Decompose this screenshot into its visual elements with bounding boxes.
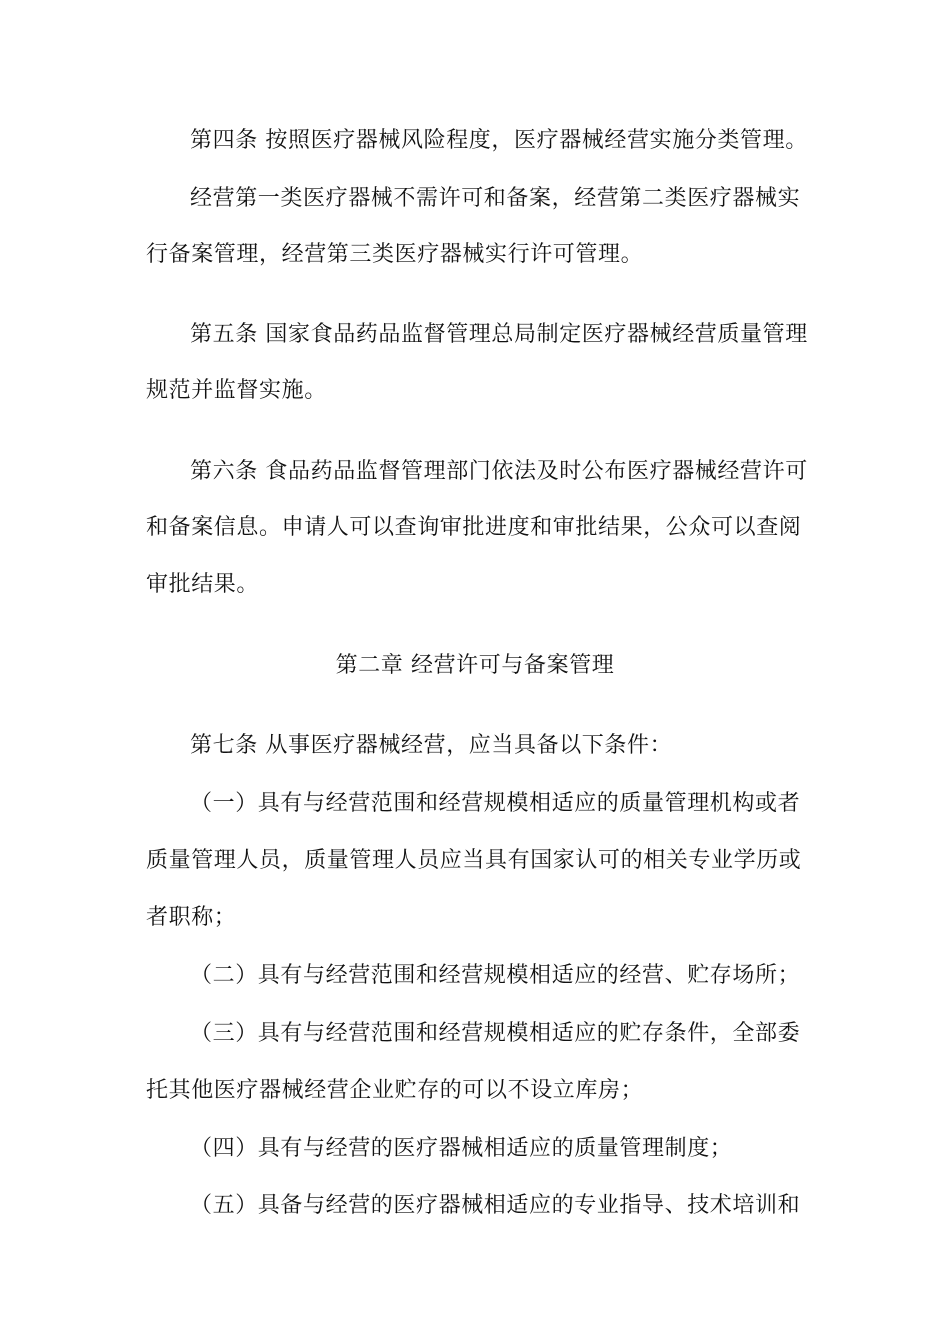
article-4-line-3: 行备案管理，经营第三类医疗器械实行许可管理。	[146, 242, 644, 267]
article-7-item-3-line-2: 托其他医疗器械经营企业贮存的可以不设立库房；	[146, 1078, 644, 1103]
article-5-line-1: 第五条 国家食品药品监督管理总局制定医疗器械经营质量管理	[190, 322, 808, 347]
article-4-line-2: 经营第一类医疗器械不需许可和备案，经营第二类医疗器械实	[190, 186, 801, 211]
article-5-line-2: 规范并监督实施。	[146, 378, 327, 403]
article-4-line-1: 第四条 按照医疗器械风险程度，医疗器械经营实施分类管理。	[190, 128, 808, 153]
article-6-line-1: 第六条 食品药品监督管理部门依法及时公布医疗器械经营许可	[190, 459, 808, 484]
article-7-item-1-line-3: 者职称；	[146, 905, 237, 930]
article-7-item-2: （二）具有与经营范围和经营规模相适应的经营、贮存场所；	[190, 963, 801, 988]
article-7-item-3-line-1: （三）具有与经营范围和经营规模相适应的贮存条件，全部委	[190, 1021, 801, 1046]
article-6-line-3: 审批结果。	[146, 572, 260, 597]
article-7-item-1-line-1: （一）具有与经营范围和经营规模相适应的质量管理机构或者	[190, 791, 801, 816]
article-7-line-1: 第七条 从事医疗器械经营，应当具备以下条件：	[190, 733, 673, 758]
article-6-line-2: 和备案信息。申请人可以查询审批进度和审批结果，公众可以查阅	[146, 515, 802, 540]
article-7-item-5-line-1: （五）具备与经营的医疗器械相适应的专业指导、技术培训和	[190, 1193, 801, 1218]
chapter-heading: 第二章 经营许可与备案管理	[335, 653, 615, 678]
article-7-item-1-line-2: 质量管理人员，质量管理人员应当具有国家认可的相关专业学历或	[146, 848, 802, 873]
article-7-item-4: （四）具有与经营的医疗器械相适应的质量管理制度；	[190, 1136, 733, 1161]
